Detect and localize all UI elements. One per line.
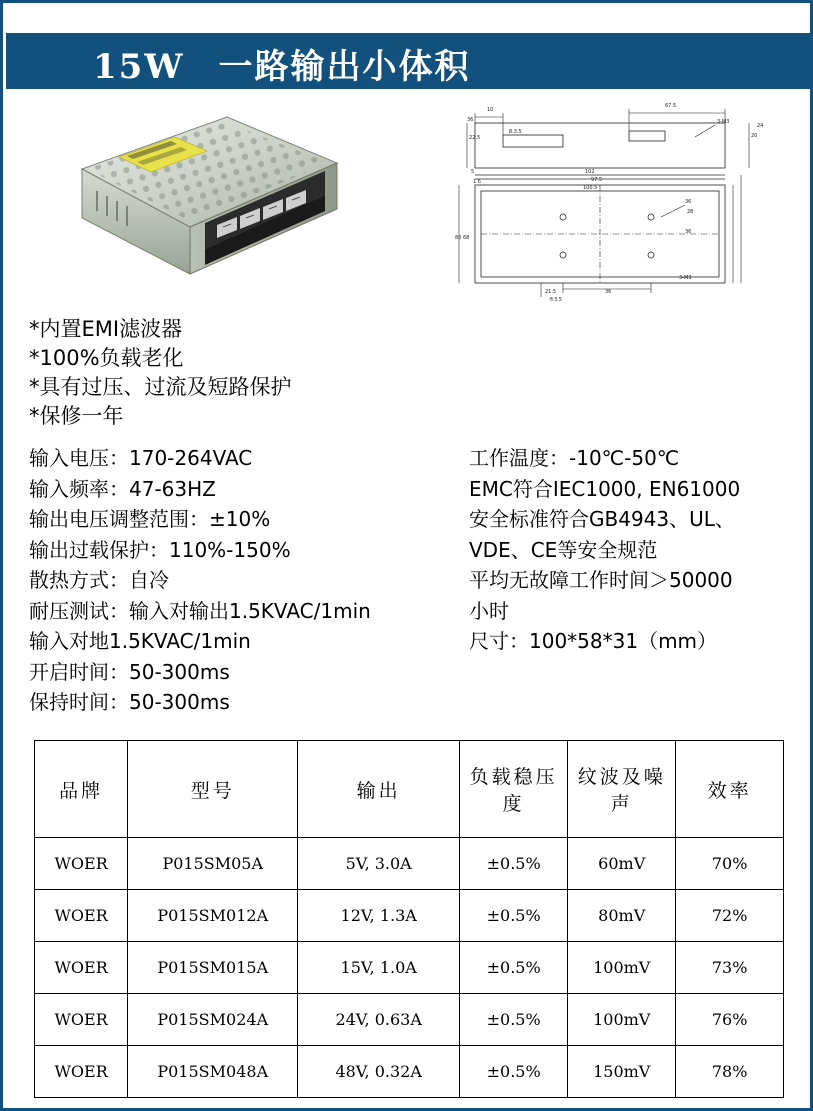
spec-line: 输入对地1.5KVAC/1min bbox=[29, 629, 251, 653]
column-header-output: 输出 bbox=[298, 741, 460, 838]
cell-model: P015SM05A bbox=[128, 838, 298, 890]
column-header-ripple-noise: 纹波及噪声 bbox=[568, 741, 676, 838]
svg-text:36: 36 bbox=[685, 229, 692, 235]
cell-efficiency: 73% bbox=[676, 942, 784, 994]
svg-text:5: 5 bbox=[471, 169, 475, 175]
svg-text:21.5: 21.5 bbox=[545, 289, 557, 295]
cell-load-regulation: ±0.5% bbox=[460, 1046, 568, 1098]
svg-text:102: 102 bbox=[585, 169, 595, 175]
svg-text:8.3.5: 8.3.5 bbox=[509, 129, 522, 135]
feature-item: *具有过压、过流及短路保护 bbox=[29, 375, 292, 399]
spec-line: 输出电压调整范围：±10% bbox=[29, 507, 271, 531]
spec-line: 安全标准符合GB4943、UL、 bbox=[469, 507, 735, 531]
svg-text:28: 28 bbox=[687, 209, 694, 215]
feature-item: *保修一年 bbox=[29, 404, 124, 428]
spec-line: 小时 bbox=[469, 598, 509, 623]
spec-line: 开启时间：50-300ms bbox=[29, 659, 230, 684]
table-row bbox=[35, 994, 784, 1046]
cell-load-regulation: ±0.5% bbox=[460, 838, 568, 890]
spec-column-right bbox=[469, 443, 799, 657]
cell-ripple-noise: 80mV bbox=[568, 890, 676, 942]
dimension-drawing bbox=[433, 93, 773, 303]
feature-list bbox=[29, 315, 489, 431]
svg-text:1.6: 1.6 bbox=[473, 179, 481, 185]
svg-text:22.5: 22.5 bbox=[469, 135, 481, 141]
cell-ripple-noise: 60mV bbox=[568, 838, 676, 890]
spec-line: EMC符合IEC1000, EN61000 bbox=[469, 476, 741, 501]
cell-model: P015SM015A bbox=[128, 942, 298, 994]
spec-line: 耐压测试：输入对输出1.5KVAC/1min bbox=[29, 598, 371, 623]
cell-model: P015SM012A bbox=[128, 890, 298, 942]
spec-line: 输入频率：47-63HZ bbox=[29, 476, 216, 501]
svg-text:100.5: 100.5 bbox=[583, 185, 598, 191]
cell-efficiency: 70% bbox=[676, 838, 784, 890]
svg-text:3-M3: 3-M3 bbox=[679, 275, 692, 281]
cell-brand: WOER bbox=[35, 890, 128, 942]
svg-text:68: 68 bbox=[463, 235, 470, 241]
column-header-efficiency: 效率 bbox=[676, 741, 784, 838]
cell-efficiency: 78% bbox=[676, 1046, 784, 1098]
page-title-subtitle: 一路输出小体积 bbox=[218, 47, 471, 87]
table-row bbox=[35, 838, 784, 890]
svg-text:67.5: 67.5 bbox=[665, 103, 677, 109]
spec-line: 散热方式：自冷 bbox=[29, 568, 169, 592]
svg-text:80: 80 bbox=[455, 235, 462, 241]
spec-line: 输出过载保护：110%-150% bbox=[29, 537, 291, 562]
svg-text:®3.5: ®3.5 bbox=[549, 297, 562, 303]
svg-text:10: 10 bbox=[487, 107, 494, 113]
column-header-load-regulation: 负载稳压度 bbox=[460, 741, 568, 838]
cell-output: 24V, 0.63A bbox=[298, 994, 460, 1046]
page-title-power: 15W bbox=[93, 47, 185, 87]
svg-text:20: 20 bbox=[751, 133, 758, 139]
column-header-model: 型号 bbox=[128, 741, 298, 838]
page-title bbox=[93, 39, 471, 88]
svg-text:36: 36 bbox=[467, 117, 474, 123]
svg-text:36: 36 bbox=[685, 199, 692, 205]
cell-ripple-noise: 150mV bbox=[568, 1046, 676, 1098]
spec-line: 工作温度：-10℃-50℃ bbox=[469, 446, 680, 470]
cell-load-regulation: ±0.5% bbox=[460, 942, 568, 994]
feature-item: *100%负载老化 bbox=[29, 346, 184, 370]
cell-brand: WOER bbox=[35, 1046, 128, 1098]
svg-text:36: 36 bbox=[605, 289, 612, 295]
cell-efficiency: 72% bbox=[676, 890, 784, 942]
product-photo bbox=[57, 99, 357, 304]
spec-line: 输入电压：170-264VAC bbox=[29, 446, 253, 470]
spec-line: VDE、CE等安全规范 bbox=[469, 537, 658, 562]
cell-load-regulation: ±0.5% bbox=[460, 890, 568, 942]
cell-brand: WOER bbox=[35, 942, 128, 994]
column-header-brand: 品牌 bbox=[35, 741, 128, 838]
spec-line: 保持时间：50-300ms bbox=[29, 690, 230, 714]
spec-line: 尺寸：100*58*31（mm） bbox=[469, 629, 718, 653]
cell-brand: WOER bbox=[35, 994, 128, 1046]
cell-load-regulation: ±0.5% bbox=[460, 994, 568, 1046]
table-header-row bbox=[35, 741, 784, 838]
cell-output: 12V, 1.3A bbox=[298, 890, 460, 942]
svg-text:24: 24 bbox=[757, 123, 764, 129]
cell-ripple-noise: 100mV bbox=[568, 942, 676, 994]
table-row bbox=[35, 1046, 784, 1098]
svg-text:97.5: 97.5 bbox=[591, 177, 603, 183]
cell-output: 48V, 0.32A bbox=[298, 1046, 460, 1098]
cell-efficiency: 76% bbox=[676, 994, 784, 1046]
feature-item: *内置EMI滤波器 bbox=[29, 317, 183, 341]
svg-text:3-M3: 3-M3 bbox=[717, 119, 730, 125]
table-row bbox=[35, 890, 784, 942]
spec-column-left bbox=[29, 443, 479, 718]
model-table bbox=[34, 740, 784, 1098]
cell-output: 15V, 1.0A bbox=[298, 942, 460, 994]
cell-ripple-noise: 100mV bbox=[568, 994, 676, 1046]
spec-line: 平均无故障工作时间＞50000 bbox=[469, 568, 733, 592]
cell-model: P015SM048A bbox=[128, 1046, 298, 1098]
cell-output: 5V, 3.0A bbox=[298, 838, 460, 890]
table-row bbox=[35, 942, 784, 994]
cell-brand: WOER bbox=[35, 838, 128, 890]
cell-model: P015SM024A bbox=[128, 994, 298, 1046]
